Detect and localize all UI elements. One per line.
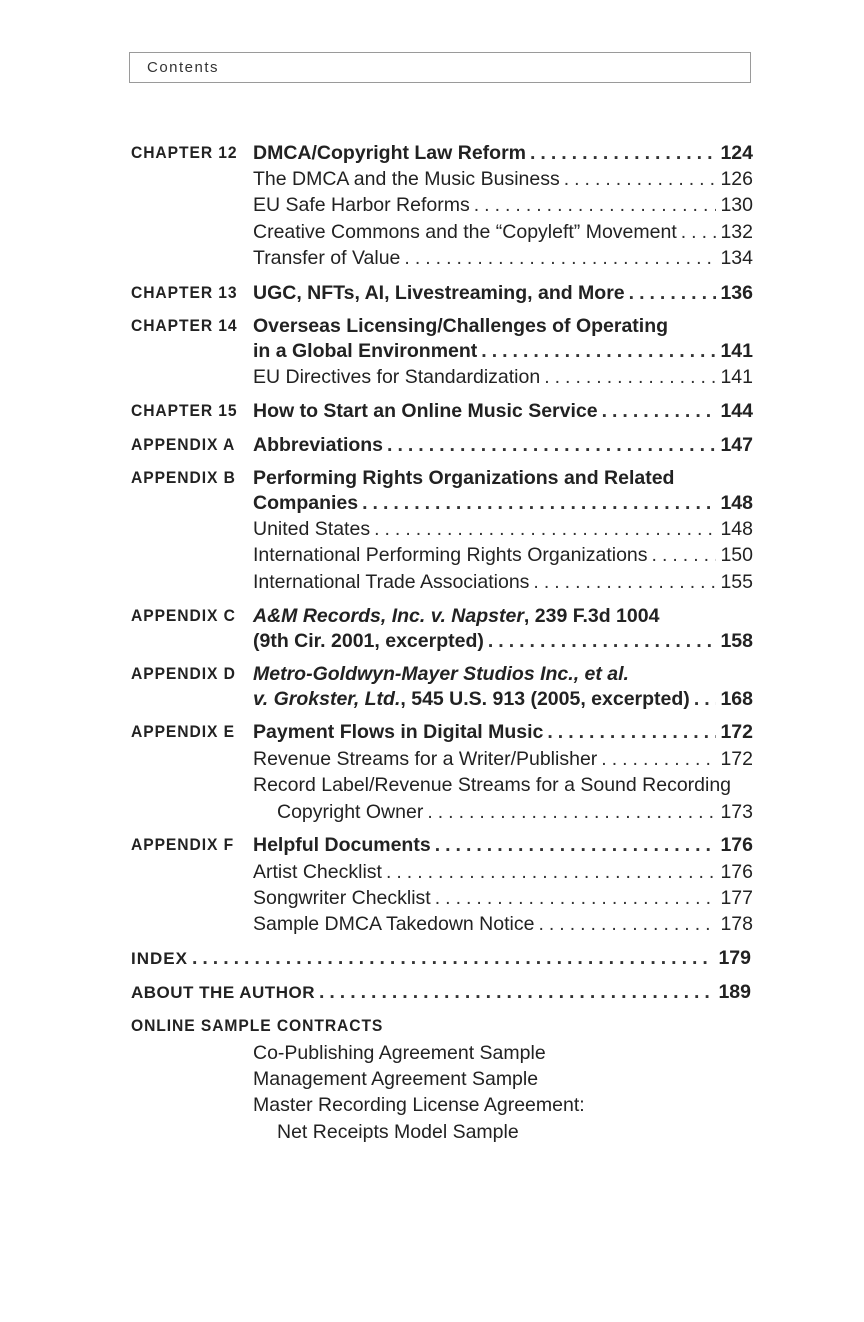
subentry-title: Sample DMCA Takedown Notice	[253, 913, 535, 935]
case-citation: , 545 U.S. 913 (2005, excerpted)	[400, 688, 690, 710]
chapter-12-label: CHAPTER 12	[131, 143, 238, 162]
subentry-page: 126	[720, 168, 753, 190]
toc-subentry[interactable]	[253, 748, 753, 771]
subentry-page: 130	[720, 194, 753, 216]
appendix-a-label: APPENDIX A	[131, 435, 236, 454]
toc-entry-chapter-13[interactable]	[253, 282, 753, 305]
subentry-title: Creative Commons and the “Copyleft” Movement	[253, 221, 677, 243]
subentry-title: International Trade Associations	[253, 571, 530, 593]
toc-subentry[interactable]	[253, 861, 753, 884]
subentry-page: 177	[720, 887, 753, 909]
toc-subentry[interactable]	[253, 221, 753, 244]
entry-page: 124	[720, 142, 753, 164]
toc-subentry[interactable]	[253, 247, 753, 270]
toc-subentry[interactable]	[253, 194, 753, 217]
subentry-page: 141	[720, 366, 753, 388]
toc-subentry[interactable]	[253, 544, 753, 567]
subentry-title: The DMCA and the Music Business	[253, 168, 560, 190]
appendix-b-label: APPENDIX B	[131, 468, 236, 487]
entry-title-line1: Overseas Licensing/Challenges of Operating	[253, 315, 669, 337]
toc-subentry[interactable]	[253, 518, 753, 541]
subentry-page: 178	[720, 913, 753, 935]
toc-subentry[interactable]	[253, 571, 753, 594]
entry-page: 144	[720, 400, 753, 422]
contract-item[interactable]: Master Recording License Agreement:	[253, 1094, 585, 1116]
entry-title-line1: Metro-Goldwyn-Mayer Studios Inc., et al.	[253, 663, 629, 685]
entry-page: 147	[720, 434, 753, 456]
toc-entry-index[interactable]	[131, 947, 751, 970]
chapter-13-label: CHAPTER 13	[131, 283, 238, 302]
entry-title: Companies	[253, 492, 359, 514]
toc-entry-appendix-a[interactable]	[253, 434, 753, 457]
subentry-title: Copyright Owner	[277, 801, 424, 823]
toc-subentry[interactable]	[253, 887, 753, 910]
subentry-title: Revenue Streams for a Writer/Publisher	[253, 748, 598, 770]
entry-title: UGC, NFTs, AI, Livestreaming, and More	[253, 282, 625, 304]
entry-title: DMCA/Copyright Law Reform	[253, 142, 526, 164]
appendix-d-label: APPENDIX D	[131, 664, 236, 683]
entry-page: 136	[720, 282, 753, 304]
subentry-page: 134	[720, 247, 753, 269]
entry-title: Abbreviations	[253, 434, 384, 456]
entry-page: 148	[720, 492, 753, 514]
entry-page: 168	[720, 688, 753, 710]
subentry-page: 132	[720, 221, 753, 243]
subentry-title: EU Safe Harbor Reforms	[253, 194, 470, 216]
entry-title: in a Global Environment	[253, 340, 478, 362]
entry-title-line1	[253, 605, 659, 628]
entry-title: ABOUT THE AUTHOR	[131, 983, 315, 1002]
toc-entry-appendix-b[interactable]	[253, 492, 753, 515]
appendix-c-label: APPENDIX C	[131, 606, 236, 625]
entry-title: (9th Cir. 2001, excerpted)	[253, 630, 484, 652]
toc-subentry[interactable]	[277, 801, 753, 824]
toc-subentry[interactable]	[253, 366, 753, 389]
toc-entry-chapter-12[interactable]	[253, 142, 753, 165]
toc-entry-appendix-e[interactable]	[253, 721, 753, 744]
entry-title: INDEX	[131, 949, 188, 968]
entry-page: 189	[718, 981, 751, 1003]
toc-subentry[interactable]	[253, 913, 753, 936]
subentry-page: 176	[720, 861, 753, 883]
subentry-title-line1: Record Label/Revenue Streams for a Sound Recording	[253, 774, 732, 796]
appendix-f-label: APPENDIX F	[131, 835, 235, 854]
subentry-title: United States	[253, 518, 371, 540]
subentry-title: Songwriter Checklist	[253, 887, 431, 909]
entry-page: 179	[718, 947, 751, 969]
toc-entry-appendix-f[interactable]	[253, 834, 753, 857]
entry-page: 176	[720, 834, 753, 856]
online-contracts-label: ONLINE SAMPLE CONTRACTS	[131, 1016, 384, 1035]
chapter-15-label: CHAPTER 15	[131, 401, 238, 420]
toc-entry-chapter-14[interactable]	[253, 340, 753, 363]
entry-title: Payment Flows in Digital Music	[253, 721, 544, 743]
subentry-page: 150	[720, 544, 753, 566]
subentry-title: EU Directives for Standardization	[253, 366, 541, 388]
contract-item-continuation[interactable]: Net Receipts Model Sample	[277, 1121, 519, 1143]
subentry-page: 173	[720, 801, 753, 823]
subentry-page: 155	[720, 571, 753, 593]
case-name: A&M Records, Inc. v. Napster	[253, 605, 524, 627]
entry-title	[253, 688, 690, 711]
entry-title: How to Start an Online Music Service	[253, 400, 598, 422]
entry-page: 141	[720, 340, 753, 362]
running-header: Contents	[129, 52, 751, 83]
subentry-title: Transfer of Value	[253, 247, 401, 269]
subentry-title: Artist Checklist	[253, 861, 382, 883]
entry-title: Helpful Documents	[253, 834, 431, 856]
toc-entry-appendix-c[interactable]	[253, 630, 753, 653]
case-name: v. Grokster, Ltd.	[253, 688, 401, 710]
entry-page: 172	[720, 721, 753, 743]
entry-page: 158	[720, 630, 753, 652]
toc-entry-chapter-15[interactable]	[253, 400, 753, 423]
chapter-14-label: CHAPTER 14	[131, 316, 238, 335]
toc-entry-appendix-d[interactable]	[253, 688, 753, 711]
case-citation: , 239 F.3d 1004	[523, 605, 660, 627]
toc-entry-about-author[interactable]	[131, 981, 751, 1004]
contract-item[interactable]: Co-Publishing Agreement Sample	[253, 1042, 546, 1064]
subentry-page: 148	[720, 518, 753, 540]
toc-subentry[interactable]	[253, 168, 753, 191]
appendix-e-label: APPENDIX E	[131, 722, 235, 741]
subentry-page: 172	[720, 748, 753, 770]
subentry-title: International Performing Rights Organizations	[253, 544, 648, 566]
contract-item[interactable]: Management Agreement Sample	[253, 1068, 539, 1090]
entry-title-line1: Performing Rights Organizations and Related	[253, 467, 675, 489]
